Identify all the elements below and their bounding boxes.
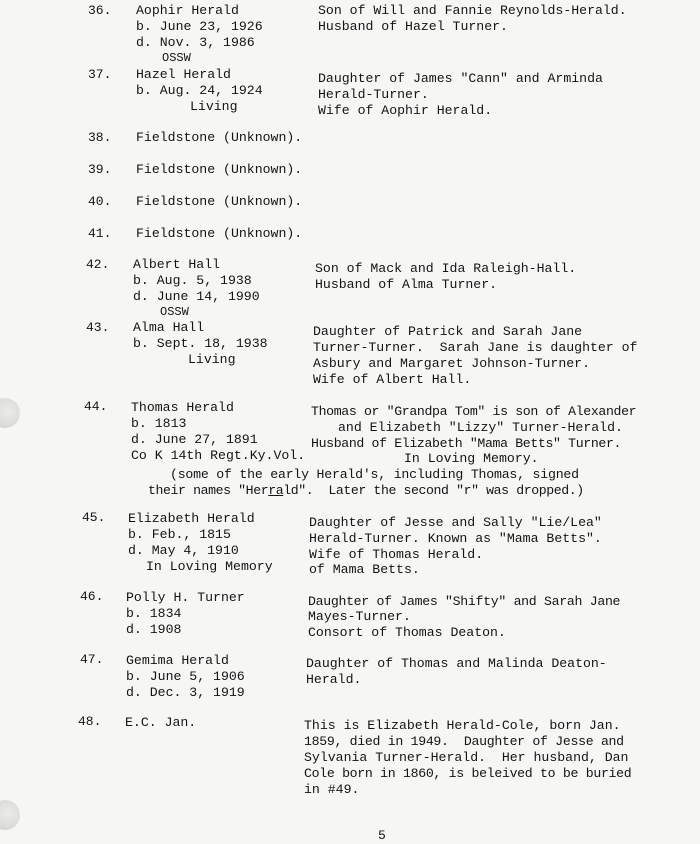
entry-description-line: Son of Mack and Ida Raleigh-Hall.	[315, 261, 577, 276]
entry-name: Fieldstone (Unknown).	[136, 130, 303, 145]
entry-description-line: Thomas or "Grandpa Tom" is son of Alexander	[311, 404, 637, 419]
entry-number: 41.	[88, 226, 112, 241]
entry-note-line: their names "Herrald". Later the second "r" was dropped.)	[148, 483, 584, 498]
entry-description-line: of Mama Betts.	[309, 562, 420, 577]
entry-birth: b. Feb., 1815	[128, 527, 231, 542]
entry-description-line: Daughter of Thomas and Malinda Deaton-	[306, 656, 607, 671]
entry-name: Fieldstone (Unknown).	[136, 194, 303, 209]
entry-description-line: 1859, died in 1949. Daughter of Jesse and	[304, 734, 624, 749]
entry-ossw: OSSW	[160, 305, 189, 319]
entry-number: 43.	[86, 320, 110, 335]
entry-birth: b. 1834	[126, 606, 182, 621]
entry-description-line: Daughter of Patrick and Sarah Jane	[313, 324, 583, 339]
entry-description-line: in #49.	[304, 782, 360, 797]
entry-memorial: In Loving Memory	[146, 559, 273, 574]
entry-death: d. 1908	[126, 622, 182, 637]
entry-description-line: Herald-Turner.	[318, 87, 429, 102]
entry-number: 42.	[86, 257, 110, 272]
entry-note-line: (some of the early Herald's, including Thomas, signed	[170, 467, 579, 482]
entry-name: Thomas Herald	[131, 400, 234, 415]
entry-death: d. June 27, 1891	[131, 432, 258, 447]
entry-name: Hazel Herald	[136, 67, 231, 82]
entry-birth: b. Aug. 24, 1924	[136, 83, 263, 98]
entry-description-line: Husband of Elizabeth "Mama Betts" Turner.	[311, 436, 622, 451]
entry-number: 45.	[82, 510, 106, 525]
entry-name: Polly H. Turner	[126, 590, 245, 605]
entry-birth: b. Aug. 5, 1938	[133, 273, 252, 288]
entry-name: Gemima Herald	[126, 653, 229, 668]
entry-number: 36.	[88, 3, 112, 18]
entry-description-line: Son of Will and Fannie Reynolds-Herald.	[318, 3, 627, 18]
entry-number: 37.	[88, 67, 112, 82]
entry-description-line: Husband of Alma Turner.	[315, 277, 498, 292]
entry-name: Fieldstone (Unknown).	[136, 226, 303, 241]
page-number: 5	[378, 828, 386, 843]
entry-number: 39.	[88, 162, 112, 177]
entry-birth: b. Sept. 18, 1938	[133, 336, 268, 351]
entry-description-line: Cole born in 1860, is beleived to be buried	[304, 766, 632, 781]
entry-description-line: Turner-Turner. Sarah Jane is daughter of	[313, 340, 638, 355]
entry-description-line: Wife of Thomas Herald.	[309, 547, 484, 562]
entry-status: Living	[190, 99, 238, 114]
entry-name: Alma Hall	[133, 320, 205, 335]
entry-description-line: Mayes-Turner.	[308, 609, 411, 624]
entry-number: 48.	[78, 714, 102, 729]
entry-description-line: In Loving Memory.	[404, 451, 539, 466]
entry-birth: b. 1813	[131, 416, 187, 431]
entry-number: 40.	[88, 194, 112, 209]
entry-description-line: Consort of Thomas Deaton.	[308, 625, 506, 640]
entry-military: Co K 14th Regt.Ky.Vol.	[131, 448, 306, 463]
entry-description-line: Wife of Albert Hall.	[313, 372, 472, 387]
entry-name: Aophir Herald	[136, 3, 239, 18]
punch-hole-mark	[0, 800, 20, 830]
entry-death: d. Dec. 3, 1919	[126, 685, 245, 700]
entry-description-line: Sylvania Turner-Herald. Her husband, Dan	[304, 750, 629, 765]
entry-death: d. Nov. 3, 1986	[136, 35, 255, 50]
entry-description-line: and Elizabeth "Lizzy" Turner-Herald.	[338, 420, 623, 435]
entry-name: Fieldstone (Unknown).	[136, 162, 303, 177]
entry-description-line: Daughter of James "Shifty" and Sarah Jane	[308, 594, 621, 609]
entry-birth: b. June 23, 1926	[136, 19, 263, 34]
entry-death: d. June 14, 1990	[133, 289, 260, 304]
entry-number: 46.	[80, 589, 104, 604]
entry-status: Living	[188, 352, 236, 367]
entry-number: 47.	[80, 652, 104, 667]
entry-birth: b. June 5, 1906	[126, 669, 245, 684]
entry-ossw: OSSW	[162, 51, 191, 65]
entry-death: d. May 4, 1910	[128, 543, 239, 558]
punch-hole-mark	[0, 398, 20, 428]
entry-description-line: Daughter of James "Cann" and Arminda	[318, 71, 603, 86]
entry-number: 44.	[84, 399, 108, 414]
entry-description-line: This is Elizabeth Herald-Cole, born Jan.	[304, 718, 621, 733]
entry-name: Albert Hall	[133, 257, 221, 272]
entry-description-line: Herald-Turner. Known as "Mama Betts".	[309, 531, 602, 546]
entry-number: 38.	[88, 130, 112, 145]
entry-description-line: Herald.	[306, 672, 362, 687]
entry-name: Elizabeth Herald	[128, 511, 255, 526]
entry-description-line: Husband of Hazel Turner.	[318, 19, 508, 34]
entry-name: E.C. Jan.	[125, 715, 197, 730]
entry-description-line: Asbury and Margaret Johnson-Turner.	[313, 356, 590, 371]
entry-description-line: Daughter of Jesse and Sally "Lie/Lea"	[309, 515, 602, 530]
entry-description-line: Wife of Aophir Herald.	[318, 103, 493, 118]
